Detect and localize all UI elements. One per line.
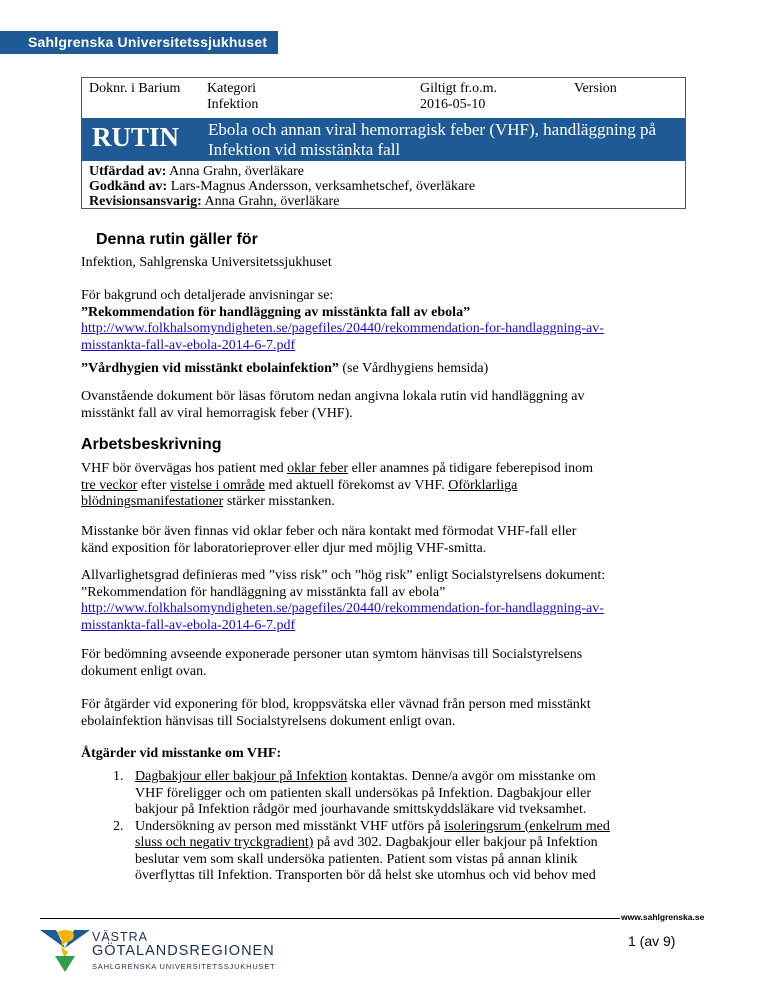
vhf-paragraph: [81, 461, 681, 511]
link-rekommendation[interactable]: http://www.folkhalsomyndigheten.se/pagefiles/20440/rekommendation-for-handlaggning-av-: [81, 321, 604, 336]
bakgrund-text: [81, 288, 681, 354]
p1-blodning: blödningsmanifestationer: [81, 494, 224, 509]
item1-underlined: Dagbakjour eller bakjour på Infektion: [135, 769, 348, 784]
p1-text-c: efter: [137, 477, 171, 493]
rek-title: ”Rekommendation för handläggning av misstänkta fall av ebola”: [81, 304, 471, 320]
applies-text: Infektion, Sahlgrenska Universitetssjukhuset: [81, 255, 332, 270]
kategori-value: Infektion: [207, 97, 259, 112]
item1-line2: VHF föreligger och om patienten skall undersökas på Infektion. Dagbakjour eller: [135, 785, 592, 801]
p1-oforklarliga: Oförklarliga: [448, 477, 518, 493]
p4-line2: dokument enligt ovan.: [81, 663, 207, 679]
utfardad-value: Anna Grahn, överläkare: [166, 164, 304, 179]
page-number: 1 (av 9): [628, 933, 676, 949]
document-meta-table: [81, 77, 686, 209]
footer-url: www.sahlgrenska.se: [621, 912, 705, 922]
bedomning-paragraph: [81, 647, 681, 680]
vgr-logo: [40, 930, 340, 975]
revision-label: Revisionsansvarig:: [89, 194, 202, 209]
list-item: [108, 769, 690, 819]
responsibility-block: [89, 164, 475, 209]
item2-line3: beslutar vem som skall undersöka patienten. Patient som vistas på annan klinik: [135, 851, 578, 867]
meta-header-row: [82, 78, 685, 116]
p4-line1: För bedömning avseende exponerade personer utan symtom hänvisas till Socialstyrelsens: [81, 647, 583, 662]
ovan-line1: Ovanstående dokument bör läsas förutom nedan angivna lokala rutin vid handläggning av: [81, 389, 585, 404]
item2-line4: överflyttas till Infektion. Transporten bör då helst ske utomhus och vid behov med: [135, 868, 596, 883]
item1-line3: bakjour på Infektion rådgör med jourhavande smittskyddsläkare vid tveksamhet.: [135, 802, 587, 817]
logo-text-sahlgrenska: SAHLGRENSKA UNIVERSITETSSJUKHUSET: [92, 962, 276, 971]
bakgrund-intro: För bakgrund och detaljerade anvisningar se:: [81, 288, 334, 303]
p5-line1: För åtgärder vid exponering för blod, kroppsvätska eller vävnad från person med misstänkt: [81, 697, 591, 712]
godkand-value: Lars-Magnus Andersson, verksamhetschef, överläkare: [167, 179, 476, 194]
heading-applies: Denna rutin gäller för: [96, 231, 258, 248]
link-rekommendation-2-cont[interactable]: misstankta-fall-av-ebola-2014-6-7.pdf: [81, 617, 296, 633]
hospital-banner: Sahlgrenska Universitetssjukhuset: [0, 31, 278, 54]
item1-rest: kontaktas. Denne/a avgör om misstanke om: [347, 769, 596, 784]
version-label: Version: [574, 81, 617, 96]
giltigt-value: 2016-05-10: [420, 97, 486, 112]
atgarder-list: [108, 769, 690, 885]
rutin-label: RUTIN: [92, 122, 180, 152]
exponering-paragraph: [81, 697, 681, 730]
p1-text-d: med aktuell förekomst av VHF.: [264, 477, 449, 493]
p3-line1: Allvarlighetsgrad definieras med ”viss risk” och ”hög risk” enligt Socialstyrelsens dokument:: [81, 568, 606, 583]
ovan-line2: misstänkt fall av viral hemorragisk feber (VHF).: [81, 405, 353, 421]
giltigt-label: Giltigt fr.o.m.: [420, 81, 497, 96]
misstanke-paragraph: [81, 524, 681, 557]
godkand-label: Godkänd av:: [89, 179, 168, 194]
p2-line2: känd exposition för laboratorieprover eller djur med möjlig VHF-smitta.: [81, 540, 487, 556]
doknr-label: Doknr. i Barium: [89, 81, 181, 96]
p5-line2: ebolainfektion hänvisas till Socialstyrelsens dokument enligt ovan.: [81, 713, 456, 729]
vard-suffix: (se Vårdhygiens hemsida): [338, 361, 489, 376]
p1-oklar-feber: oklar feber: [287, 461, 349, 476]
link-rekommendation-2[interactable]: http://www.folkhalsomyndigheten.se/pagefiles/20440/rekommendation-for-handlaggning-av-: [81, 601, 604, 616]
item2-text-b: på avd 302. Dagbakjour eller bakjour på Infektion: [313, 835, 598, 850]
link-rekommendation-cont[interactable]: misstankta-fall-av-ebola-2014-6-7.pdf: [81, 337, 296, 353]
vard-title: ”Vårdhygien vid misstänkt ebolainfektion”: [81, 361, 339, 376]
revision-value: Anna Grahn, överläkare: [201, 194, 340, 209]
item2-text-a: Undersökning av person med misstänkt VHF utförs på: [135, 818, 445, 834]
kategori-label: Kategori: [207, 81, 256, 96]
atgarder-heading: [81, 746, 681, 763]
list-number: 2.: [113, 818, 124, 834]
footer-divider: [40, 918, 620, 919]
heading-arbetsbeskrivning: Arbetsbeskrivning: [81, 436, 222, 453]
rutin-title-bar: [82, 118, 685, 161]
document-title: Ebola och annan viral hemorragisk feber (VHF), handläggning på Infektion vid misstänkta fall: [208, 120, 656, 159]
list-number: 1.: [113, 769, 124, 784]
vgr-emblem-icon: [40, 930, 90, 975]
p2-line1: Misstanke bör även finnas vid oklar feber och nära kontakt med förmodat VHF-fall eller: [81, 524, 577, 539]
allvarlighetsgrad-paragraph: [81, 568, 681, 634]
item2-sluss: sluss och negativ tryckgradient): [135, 835, 314, 850]
logo-text-vastra: VÄSTRA: [92, 930, 149, 944]
p1-tre-veckor: tre veckor: [81, 477, 138, 493]
p1-text-e: stärker misstanken.: [223, 494, 335, 509]
p3-line2: ”Rekommendation för handläggning av misstänkta fall av ebola”: [81, 584, 446, 600]
p1-text-b: eller anamnes på tidigare feberepisod inom: [348, 461, 594, 476]
ovanstaende-text: [81, 389, 681, 422]
vardhygien-text: [81, 361, 681, 378]
p1-vistelse: vistelse i område: [170, 477, 265, 493]
list-item: [108, 819, 690, 885]
utfardad-label: Utfärdad av:: [89, 164, 167, 179]
logo-text-gotalandsregionen: GÖTALANDSREGIONEN: [92, 943, 275, 959]
p1-text-a: VHF bör övervägas hos patient med: [81, 461, 288, 476]
atgarder-heading-text: Åtgärder vid misstanke om VHF:: [81, 746, 282, 761]
item2-isoleringsrum: isoleringsrum (enkelrum med: [444, 818, 610, 834]
